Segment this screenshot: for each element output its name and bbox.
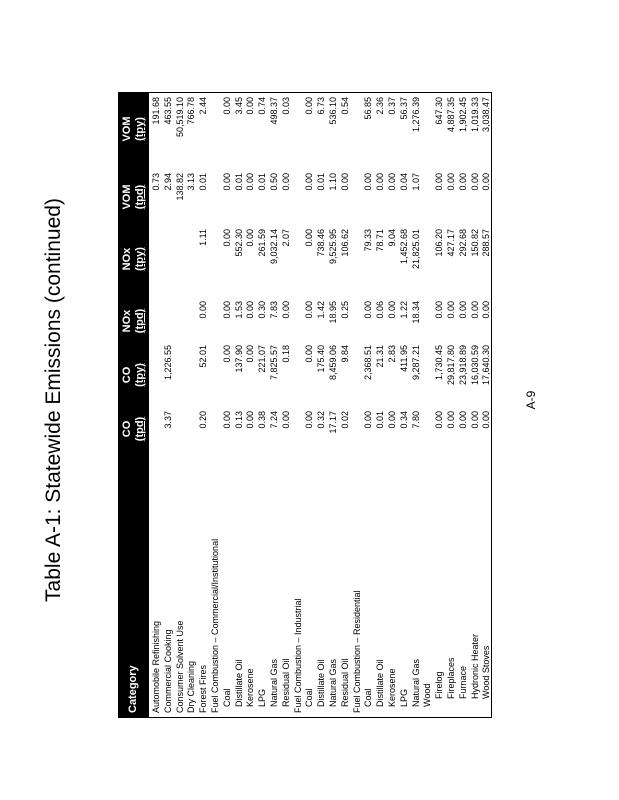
category-cell: Kerosene (245, 668, 256, 707)
value-cell: 647.30 (434, 97, 445, 125)
value-cell: 0.00 (434, 301, 445, 319)
category-cell: Coal (221, 688, 232, 707)
value-cell: 0.00 (221, 345, 232, 363)
category-cell: Automobile Refinishing (151, 620, 161, 713)
value-cell: 0.00 (446, 173, 456, 191)
value-cell: 0.00 (198, 301, 209, 319)
table-row (281, 93, 291, 717)
table-row (269, 93, 279, 717)
value-cell: 1.53 (233, 301, 244, 319)
value-cell: 0.73 (151, 173, 161, 191)
category-cell: Natural Gas (269, 658, 279, 707)
header-label: CO (121, 420, 133, 438)
value-cell: 0.00 (280, 301, 291, 319)
value-cell: 1.22 (398, 301, 409, 319)
value-cell: 0.03 (280, 97, 291, 115)
table-row (422, 93, 432, 717)
value-cell: 2.83 (387, 345, 397, 363)
value-cell: 0.00 (245, 97, 256, 115)
table-row (375, 93, 385, 717)
value-cell: 0.00 (363, 301, 374, 319)
value-cell: 3.37 (162, 411, 173, 429)
header-vom-tpy (121, 97, 147, 161)
value-cell: 56.85 (363, 97, 374, 120)
table-row (340, 93, 350, 717)
table-row (363, 93, 373, 717)
category-cell: Furnace (457, 665, 468, 699)
value-cell: 0.32 (316, 411, 327, 429)
table-row (304, 93, 314, 717)
value-cell: 766.78 (186, 97, 197, 125)
value-cell: 0.00 (221, 301, 232, 319)
table-row (222, 93, 232, 717)
value-cell: 0.00 (434, 173, 445, 191)
header-nox-tpd (121, 301, 147, 341)
value-cell: 0.00 (457, 411, 468, 429)
value-cell: 137.90 (233, 345, 244, 373)
value-cell: 0.00 (245, 173, 256, 191)
category-cell: Distillate Oil (233, 659, 244, 707)
value-cell: 0.00 (280, 173, 291, 191)
value-cell: 3.13 (186, 173, 197, 191)
table-row (234, 93, 244, 717)
value-cell: 2.36 (375, 97, 386, 115)
category-cell: Coal (304, 688, 315, 707)
table-row (198, 93, 208, 717)
header-co-tpd (121, 411, 147, 447)
table-row (151, 93, 161, 717)
value-cell: 0.01 (257, 173, 268, 191)
table-header (119, 93, 149, 717)
category-cell: Commercial Cooking (162, 629, 173, 713)
value-cell: 0.25 (339, 301, 350, 319)
category-cell: Fuel Combustion – Industrial (292, 598, 303, 713)
value-cell: 78.71 (375, 229, 386, 252)
value-cell: 106.20 (434, 229, 445, 257)
category-cell: Consumer Solvent Use (174, 620, 185, 713)
table-row (245, 93, 255, 717)
value-cell: 23,918.89 (457, 345, 468, 386)
table-row (434, 93, 444, 717)
value-cell: 0.02 (339, 411, 350, 429)
value-cell: 29,817.80 (446, 345, 456, 386)
value-cell: 17.17 (328, 411, 338, 434)
value-cell: 8,459.06 (328, 345, 338, 381)
value-cell: 1.42 (316, 301, 327, 319)
header-label: VOM (121, 184, 133, 210)
table-row (316, 93, 326, 717)
page-number: A-9 (524, 390, 538, 410)
value-cell: 18.95 (328, 301, 338, 324)
value-cell: 2.94 (162, 173, 173, 191)
table-row (186, 93, 196, 717)
value-cell: 1.10 (328, 173, 338, 191)
category-cell: LPG (398, 688, 409, 707)
value-cell: 0.00 (457, 301, 468, 319)
value-cell: 411.95 (398, 345, 409, 372)
value-cell: 0.04 (398, 173, 409, 191)
value-cell: 1,452.68 (398, 229, 409, 265)
value-cell: 6.73 (316, 97, 327, 115)
value-cell: 292.68 (457, 229, 468, 257)
value-cell: 7.24 (269, 411, 279, 429)
value-cell: 0.00 (469, 173, 480, 191)
header-category-label: Category (127, 665, 139, 713)
value-cell: 9,032.14 (269, 229, 279, 265)
value-cell: 2,368.51 (363, 345, 374, 381)
value-cell: 0.37 (387, 97, 397, 115)
value-cell: 0.34 (398, 411, 409, 429)
value-cell: 4,887.35 (446, 97, 456, 133)
category-cell: Natural Gas (328, 658, 338, 707)
header-unit: (tpy) (134, 117, 146, 141)
value-cell: 0.00 (469, 301, 480, 319)
value-cell: 1.11 (198, 229, 209, 246)
value-cell: 1,019.33 (469, 97, 480, 133)
value-cell: 0.74 (257, 97, 268, 115)
value-cell: 0.00 (245, 345, 256, 363)
table-title: Table A-1: Statewide Emissions (continued) (42, 198, 65, 602)
value-cell: 9.04 (387, 229, 397, 247)
value-cell: 56.37 (398, 97, 409, 120)
category-cell: Natural Gas (410, 658, 421, 707)
value-cell: 150.82 (469, 229, 480, 257)
value-cell: 0.01 (198, 173, 209, 191)
value-cell: 0.00 (221, 229, 232, 247)
value-cell: 16,030.59 (469, 345, 480, 386)
value-cell: 0.00 (363, 173, 374, 191)
value-cell: 0.00 (304, 97, 315, 115)
value-cell: 21,825.01 (410, 229, 421, 270)
header-category (127, 563, 140, 713)
header-unit: (tpy) (134, 247, 146, 271)
table-row (411, 93, 421, 717)
table-row (352, 93, 362, 717)
value-cell: 0.00 (375, 173, 386, 191)
value-cell: 0.00 (304, 345, 315, 363)
value-cell: 0.06 (375, 301, 386, 319)
category-cell: Fuel Combustion – Residential (351, 590, 362, 713)
value-cell: 0.00 (304, 229, 315, 247)
table-row (328, 93, 338, 717)
value-cell: 9.84 (339, 345, 350, 363)
value-cell: 0.00 (457, 173, 468, 191)
category-cell: Kerosene (387, 668, 397, 707)
value-cell: 738.46 (316, 229, 327, 257)
value-cell: 3.45 (233, 97, 244, 115)
value-cell: 0.00 (387, 173, 397, 191)
value-cell: 0.01 (375, 411, 386, 429)
table-row (458, 93, 468, 717)
value-cell: 261.59 (257, 229, 268, 257)
value-cell: 0.00 (245, 411, 256, 429)
value-cell: 0.38 (257, 411, 268, 429)
value-cell: 0.00 (446, 411, 456, 429)
value-cell: 7,825.57 (269, 345, 279, 381)
value-cell: 0.30 (257, 301, 268, 319)
value-cell: 0.00 (469, 411, 480, 429)
value-cell: 0.00 (304, 411, 315, 429)
value-cell: 0.00 (245, 229, 256, 247)
value-cell: 106.62 (339, 229, 350, 257)
value-cell: 1,902.45 (457, 97, 468, 133)
table-row (387, 93, 397, 717)
value-cell: 2.07 (280, 229, 291, 247)
category-cell: Wood Stoves (481, 645, 492, 699)
value-cell: 1.07 (410, 173, 421, 191)
category-cell: LPG (257, 688, 268, 707)
header-label: VOM (121, 116, 133, 142)
value-cell: 0.20 (198, 411, 209, 429)
value-cell: 0.54 (339, 97, 350, 115)
header-label: CO (121, 366, 133, 384)
value-cell: 1,226.55 (162, 345, 173, 381)
table-row (163, 93, 173, 717)
value-cell: 52.01 (198, 345, 209, 368)
value-cell: 0.00 (280, 411, 291, 429)
category-cell: Wood (422, 683, 433, 707)
category-cell: Residual Oil (339, 658, 350, 707)
value-cell: 18.34 (410, 301, 421, 324)
value-cell: 0.18 (280, 345, 291, 363)
value-cell: 0.00 (481, 411, 492, 429)
value-cell: 0.00 (387, 301, 397, 319)
value-cell: 2.44 (198, 97, 209, 115)
header-unit: (tpd) (134, 308, 146, 334)
value-cell: 0.00 (221, 411, 232, 429)
table-row (446, 93, 456, 717)
value-cell: 1,276.39 (410, 97, 421, 133)
header-label: NOx (121, 309, 133, 333)
emissions-table (118, 92, 492, 718)
category-cell: Fireplaces (446, 657, 456, 699)
category-cell: Distillate Oil (316, 659, 327, 707)
table-row (470, 93, 480, 717)
value-cell: 175.40 (316, 345, 327, 373)
category-cell: Hydronic Heater (469, 633, 480, 699)
value-cell: 0.00 (387, 411, 397, 429)
value-cell: 0.50 (269, 173, 279, 191)
table-row (257, 93, 267, 717)
value-cell: 552.30 (233, 229, 244, 257)
value-cell: 463.55 (162, 97, 173, 125)
category-cell: Distillate Oil (375, 659, 386, 707)
value-cell: 0.00 (481, 301, 492, 319)
value-cell: 427.17 (446, 229, 456, 257)
value-cell: 0.00 (245, 301, 256, 319)
value-cell: 0.00 (304, 173, 315, 191)
value-cell: 79.33 (363, 229, 374, 252)
category-cell: Residual Oil (280, 658, 291, 707)
value-cell: 9,525.95 (328, 229, 338, 265)
value-cell: 0.00 (434, 411, 445, 429)
value-cell: 0.00 (481, 173, 492, 191)
value-cell: 138.82 (174, 173, 185, 201)
header-label: NOx (121, 247, 133, 271)
value-cell: 0.00 (221, 173, 232, 191)
table-row (293, 93, 303, 717)
value-cell: 9,287.21 (410, 345, 421, 381)
value-cell: 1,730.45 (434, 345, 445, 381)
value-cell: 7.80 (410, 411, 421, 429)
value-cell: 3,038.47 (481, 97, 492, 133)
value-cell: 0.00 (221, 97, 232, 115)
value-cell: 7.83 (269, 301, 279, 319)
category-cell: Firelog (434, 671, 445, 699)
value-cell: 17,640.30 (481, 345, 492, 386)
value-cell: 498.37 (269, 97, 279, 125)
value-cell: 0.13 (233, 411, 244, 429)
value-cell: 50,519.10 (174, 97, 185, 138)
value-cell: 191.68 (151, 97, 161, 125)
header-unit: (tpd) (134, 416, 146, 442)
category-cell: Coal (363, 688, 374, 707)
category-cell: Forest Fires (198, 664, 209, 713)
table-row (210, 93, 220, 717)
header-nox-tpy (121, 229, 147, 289)
value-cell: 221.07 (257, 345, 268, 373)
value-cell: 0.00 (446, 301, 456, 319)
category-cell: Fuel Combustion – Commercial/Institutional (210, 538, 220, 713)
value-cell: 21.31 (375, 345, 386, 368)
category-cell: Dry Cleaning (186, 660, 197, 713)
value-cell: 0.00 (339, 173, 350, 191)
value-cell: 536.10 (328, 97, 338, 125)
table-row (399, 93, 409, 717)
header-vom-tpd (121, 173, 147, 221)
table-row (175, 93, 185, 717)
header-unit: (tpd) (134, 184, 146, 210)
table-row (481, 93, 491, 717)
header-co-tpy (121, 345, 147, 405)
header-unit: (tpy) (134, 363, 146, 387)
value-cell: 0.00 (363, 411, 374, 429)
value-cell: 0.01 (233, 173, 244, 191)
value-cell: 0.01 (316, 173, 327, 191)
value-cell: 288.57 (481, 229, 492, 257)
value-cell: 0.00 (304, 301, 315, 319)
